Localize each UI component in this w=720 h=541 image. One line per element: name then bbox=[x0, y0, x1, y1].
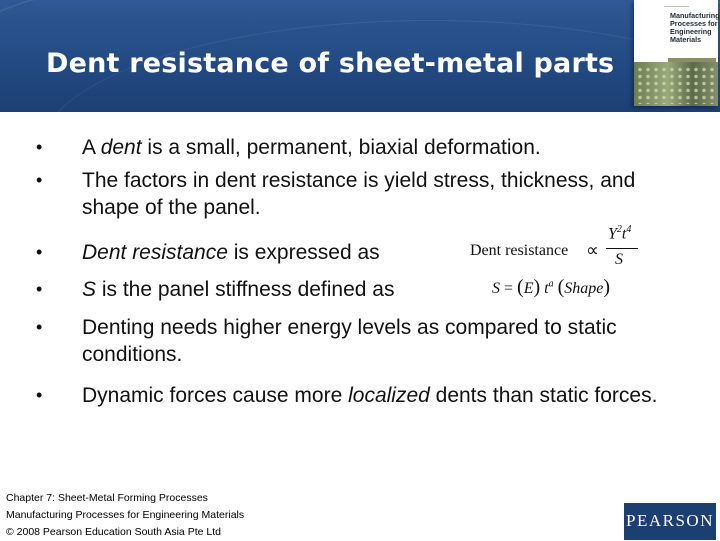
bullet-text: dents than static forces. bbox=[429, 384, 658, 407]
bullet-emphasis: S bbox=[82, 278, 97, 301]
formula-term: S bbox=[492, 280, 500, 297]
bullet-icon: • bbox=[36, 137, 43, 157]
formula-exponent: 2 bbox=[616, 224, 622, 235]
bullet-text: Denting needs higher energy levels as compared to static conditions. bbox=[82, 316, 617, 366]
dent-resistance-formula bbox=[470, 224, 670, 276]
logo-text: PEARSON bbox=[626, 511, 714, 530]
bullet-emphasis: Dent resistance bbox=[82, 241, 228, 264]
bullet-icon: • bbox=[36, 242, 43, 262]
formula-term: Y bbox=[608, 225, 617, 243]
formula-numerator bbox=[608, 224, 631, 243]
footer-line: © 2008 Pearson Education South Asia Pte Ltd bbox=[6, 526, 221, 538]
proportional-symbol: ∝ bbox=[586, 240, 599, 260]
formula-lhs: Dent resistance bbox=[470, 242, 569, 259]
formula-paren: ) bbox=[603, 276, 611, 298]
bullet-emphasis: localized bbox=[348, 384, 430, 407]
book-cover-pattern bbox=[636, 66, 716, 104]
book-title-line: Processes for bbox=[670, 19, 718, 28]
formula-term: t bbox=[544, 280, 549, 297]
fraction-bar bbox=[606, 248, 638, 249]
bullet-text: A bbox=[82, 136, 101, 159]
bullet-text: is the panel stiffness defined as bbox=[96, 278, 395, 301]
bullet-item bbox=[36, 314, 682, 368]
book-title-line: Manufacturing bbox=[670, 11, 720, 20]
book-title-line: Engineering bbox=[670, 27, 712, 36]
bullet-text: is expressed as bbox=[227, 241, 380, 264]
book-title bbox=[670, 12, 718, 44]
book-title-line: Materials bbox=[670, 35, 702, 44]
formula-exponent: a bbox=[548, 278, 554, 290]
formula-paren: ) bbox=[533, 276, 541, 298]
bullet-text: Dynamic forces cause more bbox=[82, 384, 349, 407]
bullet-item bbox=[36, 276, 395, 303]
bullet-text: is a small, permanent, biaxial deformation. bbox=[141, 136, 541, 159]
bullet-text: The factors in dent resistance is yield stress, thickness, and shape of the panel. bbox=[82, 169, 636, 219]
formula-term: t bbox=[621, 225, 627, 243]
book-cover-image bbox=[634, 0, 718, 106]
bullet-item bbox=[36, 134, 541, 161]
bullet-item bbox=[36, 239, 380, 266]
bullet-item bbox=[36, 382, 682, 409]
footer-line: Manufacturing Processes for Engineering Materials bbox=[6, 509, 245, 521]
formula-paren: ( bbox=[557, 276, 565, 298]
slide-footer bbox=[6, 490, 244, 541]
bullet-icon: • bbox=[36, 317, 43, 337]
bullet-icon: • bbox=[36, 279, 43, 299]
title-banner bbox=[0, 0, 720, 112]
formula-paren: ( bbox=[517, 276, 524, 298]
formula-operator: = bbox=[504, 280, 514, 297]
formula-exponent: 4 bbox=[626, 224, 632, 235]
stiffness-formula bbox=[492, 276, 642, 306]
bullet-item bbox=[36, 167, 682, 221]
bullet-emphasis: dent bbox=[100, 136, 142, 159]
formula-term: Shape bbox=[564, 280, 604, 297]
formula-term: E bbox=[523, 280, 534, 297]
pearson-logo bbox=[624, 503, 716, 540]
book-publisher-line: ————— bbox=[664, 4, 689, 10]
bullet-icon: • bbox=[36, 385, 43, 405]
formula-denominator: S bbox=[615, 251, 623, 268]
bullet-icon: • bbox=[36, 170, 43, 190]
slide-title: Dent resistance of sheet-metal parts bbox=[46, 48, 615, 79]
footer-line: Chapter 7: Sheet-Metal Forming Processes bbox=[6, 492, 208, 504]
